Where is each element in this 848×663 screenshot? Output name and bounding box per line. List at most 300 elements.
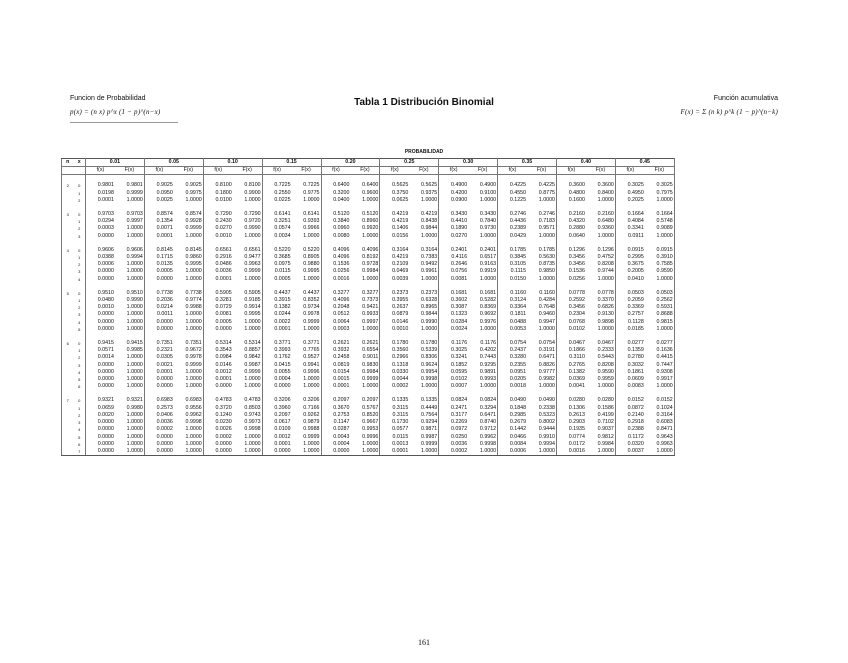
pmf-value: 0.3241 (450, 354, 468, 361)
pmf-value: 0.0640 (568, 232, 585, 239)
pmf-value: 0.0415 (274, 361, 291, 368)
x-cell: 1 (74, 254, 86, 261)
pmf-value: 0.0960 (333, 225, 350, 232)
pmf-value: 0.1536 (333, 261, 350, 268)
cdf-value: 0.6554 (350, 347, 379, 354)
pmf-value: 0.1382 (568, 368, 585, 375)
cdf-value: 0.3600 (586, 182, 615, 189)
cdf-value: 0.7183 (527, 218, 556, 225)
cdf-value: 0.5905 (233, 290, 262, 297)
cdf-header (681, 95, 779, 116)
table-row (62, 247, 675, 254)
cdf-formula: F(x) = Σ (n k) p^k (1 − p)^(n−k) (680, 108, 778, 116)
pmf-value: 0.2401 (450, 246, 468, 253)
cdf-header-cell: F(x) (527, 167, 556, 175)
pmf-value: 0.8574 (156, 211, 173, 218)
pmf-value: 0.1323 (450, 311, 468, 318)
pmf-value: 0.0039 (392, 275, 409, 282)
cdf-value: 1.0000 (586, 233, 615, 240)
cdf-value: 0.9995 (292, 268, 321, 275)
n-cell (62, 434, 74, 441)
cdf-value: 0.9842 (233, 354, 262, 361)
cdf-value: 0.4199 (586, 412, 615, 419)
cdf-value: 0.8369 (468, 304, 497, 311)
n-cell (62, 254, 74, 261)
cdf-value: 0.5625 (409, 182, 438, 189)
pmf-value: 0.0000 (97, 419, 114, 426)
pmf-value: 0.1866 (568, 347, 585, 354)
cdf-value: 0.8438 (409, 218, 438, 225)
cdf-value: 0.4202 (468, 347, 497, 354)
pmf-value: 0.0001 (215, 275, 232, 282)
n-cell: 4 (66, 247, 69, 253)
cdf-value: 0.9988 (292, 426, 321, 433)
pmf-value: 0.0406 (156, 411, 173, 418)
pmf-value: 0.0911 (628, 232, 644, 239)
pmf-value: 0.3115 (392, 411, 409, 418)
cdf-value: 1.0000 (115, 225, 144, 232)
cdf-value: 0.9961 (409, 268, 438, 275)
x-cell: 2 (74, 412, 86, 419)
table-row (62, 419, 675, 426)
pmf-value: 0.3124 (509, 297, 527, 304)
cdf-value: 0.9294 (409, 419, 438, 426)
pmf-value: 0.0198 (97, 189, 114, 196)
cdf-value: 0.9999 (409, 441, 438, 448)
cdf-value: 0.7351 (174, 340, 203, 347)
pmf-value: 0.9606 (97, 246, 114, 253)
pmf-value: 0.4200 (450, 189, 468, 196)
pmf-value: 0.4096 (333, 297, 350, 304)
pmf-value: 0.0154 (333, 368, 350, 375)
pmf-value: 0.0900 (450, 196, 468, 203)
pmf-value: 0.2059 (627, 297, 644, 304)
cdf-value: 0.9990 (115, 297, 144, 304)
cdf-value: 0.6328 (409, 297, 438, 304)
pmf-value: 0.1715 (156, 254, 173, 261)
cdf-value: 0.9990 (409, 319, 438, 326)
pmf-value: 0.1664 (627, 211, 644, 218)
pmf-value: 0.1335 (392, 397, 409, 404)
cdf-value: 0.8826 (527, 362, 556, 369)
cdf-value: 0.7383 (409, 254, 438, 261)
pmf-value: 0.5905 (215, 289, 232, 296)
cdf-value: 0.9185 (233, 297, 262, 304)
fx-header: f(x) (321, 167, 350, 175)
cdf-value: 0.9980 (115, 405, 144, 412)
cdf-value: 0.8208 (586, 362, 615, 369)
cdf-value: 1.0000 (174, 276, 203, 283)
cdf-value: 0.5120 (350, 211, 379, 218)
cdf-value: 0.8002 (527, 419, 556, 426)
pmf-value: 0.0002 (392, 383, 409, 390)
probability-header: 0.40 (557, 159, 616, 167)
cdf-value: 1.0000 (527, 448, 556, 456)
probability-header: 0.05 (144, 159, 203, 167)
pmf-value: 0.1935 (568, 426, 585, 433)
cdf-value: 1.0000 (115, 311, 144, 318)
cdf-value: 0.7373 (350, 297, 379, 304)
pmf-value: 0.1382 (274, 304, 291, 311)
cdf-value: 1.0000 (409, 448, 438, 456)
pmf-value: 0.0915 (627, 246, 644, 253)
cdf-value: 0.9920 (350, 225, 379, 232)
x-cell: 1 (74, 190, 86, 197)
x-cell: 6 (74, 383, 86, 390)
pmf-value: 0.0250 (450, 433, 468, 440)
cdf-value: 0.9947 (527, 319, 556, 326)
pmf-value: 0.3543 (215, 347, 232, 354)
n-cell (62, 319, 74, 326)
pmf-value: 0.0012 (215, 368, 232, 375)
cdf-value: 0.9262 (292, 412, 321, 419)
cdf-value: 0.9777 (527, 369, 556, 376)
pmf-value: 0.1852 (450, 361, 468, 368)
cdf-value: 1.0000 (174, 268, 203, 275)
pmf-value: 0.2321 (156, 347, 173, 354)
cdf-value: 0.0915 (645, 247, 674, 254)
pmf-value: 0.2097 (274, 411, 291, 418)
cdf-value: 1.0000 (115, 362, 144, 369)
pmf-value: 0.0625 (392, 196, 409, 203)
pmf-value: 0.1172 (628, 433, 644, 440)
pmf-value: 0.0480 (97, 297, 114, 304)
pmf-value: 0.0778 (568, 289, 585, 296)
pmf-value: 0.3600 (568, 182, 585, 189)
cdf-value: 1.0000 (292, 233, 321, 240)
cdf-value: 1.0000 (292, 376, 321, 383)
cdf-value: 1.0000 (409, 197, 438, 204)
cdf-value: 0.9703 (115, 211, 144, 218)
cdf-header-cell: F(x) (468, 167, 497, 175)
table-row (62, 397, 675, 404)
table-row (62, 434, 675, 441)
pmf-value: 0.3685 (274, 254, 291, 261)
pmf-value: 0.0000 (97, 311, 114, 318)
pmf-value: 0.0000 (144, 448, 173, 456)
cdf-value: 1.0000 (115, 319, 144, 326)
cdf-header-cell: F(x) (586, 167, 615, 175)
cdf-value: 1.0000 (174, 369, 203, 376)
pmf-value: 0.0041 (568, 383, 585, 390)
pmf-value: 0.0043 (333, 433, 350, 440)
cdf-value: 0.5339 (409, 347, 438, 354)
cdf-value: 0.7840 (468, 218, 497, 225)
pmf-value: 0.5625 (392, 182, 409, 189)
n-cell (62, 311, 74, 318)
cdf-value: 1.0000 (527, 383, 556, 390)
pmf-value: 0.0305 (156, 354, 173, 361)
cdf-value: 0.5931 (645, 304, 674, 311)
table-row (62, 225, 675, 232)
table-row (62, 268, 675, 275)
pmf-value: 0.7225 (274, 182, 291, 189)
cdf-value: 0.9477 (233, 254, 262, 261)
pmf-value: 0.0005 (215, 318, 232, 325)
pmf-value: 0.0001 (333, 383, 350, 390)
cdf-value: 0.5767 (350, 405, 379, 412)
pmf-value: 0.3277 (333, 289, 350, 296)
pmf-value: 0.0214 (156, 304, 173, 311)
fx-header: f(x) (86, 167, 115, 175)
pmf-value: 0.0659 (97, 404, 114, 411)
fx-header: f(x) (144, 167, 173, 175)
pmf-value: 0.0172 (568, 440, 585, 447)
x-cell: 5 (74, 326, 86, 333)
cdf-value: 0.3910 (645, 254, 674, 261)
cdf-value: 1.0000 (292, 326, 321, 333)
cdf-value: 0.8905 (292, 254, 321, 261)
probability-header: 0.01 (86, 159, 145, 167)
pmf-value: 0.1811 (510, 311, 527, 318)
cdf-value: 1.0000 (115, 197, 144, 204)
x-cell: 1 (74, 297, 86, 304)
pmf-value: 0.1861 (627, 368, 644, 375)
pmf-value: 0.1848 (509, 404, 527, 411)
cdf-value: 1.0000 (586, 276, 615, 283)
cdf-value: 1.0000 (115, 426, 144, 433)
cdf-value: 0.5323 (527, 412, 556, 419)
cdf-value: 0.9999 (350, 376, 379, 383)
cdf-value: 1.0000 (645, 448, 674, 456)
pmf-value: 0.1147 (333, 419, 350, 426)
cdf-value: 0.3430 (468, 211, 497, 218)
pmf-value: 0.3993 (274, 347, 291, 354)
cdf-value: 0.9962 (174, 412, 203, 419)
cdf-value: 0.2401 (468, 247, 497, 254)
pmf-value: 0.0000 (156, 318, 173, 325)
pmf-value: 0.0280 (568, 397, 585, 404)
x-cell: 0 (74, 182, 86, 189)
cdf-value: 0.1664 (645, 211, 674, 218)
cdf-value: 0.1636 (645, 347, 674, 354)
x-cell: 2 (74, 354, 86, 361)
pmf-value: 0.1800 (215, 189, 232, 196)
cdf-value: 1.0000 (409, 326, 438, 333)
pmf-value: 0.2573 (156, 404, 173, 411)
pmf-value: 0.3840 (333, 218, 350, 225)
page-number: 161 (418, 638, 430, 647)
cdf-value: 0.9987 (233, 362, 262, 369)
cdf-value: 0.3277 (350, 290, 379, 297)
pmf-value: 0.0013 (392, 440, 409, 447)
pmf-value: 0.0000 (274, 383, 291, 390)
cdf-value: 0.6480 (586, 218, 615, 225)
n-cell (62, 383, 74, 390)
pmf-value: 0.3771 (274, 340, 291, 347)
pmf-value: 0.0011 (157, 311, 173, 318)
cdf-value: 0.1024 (645, 405, 674, 412)
pmf-value: 0.0002 (439, 448, 468, 456)
cdf-value: 1.0000 (468, 448, 497, 456)
table-row (62, 448, 675, 456)
pmf-value: 0.0146 (392, 318, 409, 325)
pmf-value: 0.8100 (215, 182, 232, 189)
pmf-value: 0.0081 (215, 311, 232, 318)
cdf-value: 1.0000 (115, 369, 144, 376)
cdf-value: 0.6561 (233, 247, 262, 254)
cdf-value: 0.6083 (645, 419, 674, 426)
x-cell: 0 (74, 211, 86, 218)
cdf-value: 1.0000 (645, 383, 674, 390)
pmf-value: 0.0000 (215, 383, 232, 390)
pmf-value: 0.0225 (274, 196, 291, 203)
pmf-value: 0.0000 (156, 433, 173, 440)
pmf-value: 0.2048 (333, 304, 350, 311)
pmf-value: 0.0053 (509, 325, 527, 332)
pmf-value: 0.0503 (627, 289, 644, 296)
cdf-value: 1.0000 (115, 261, 144, 268)
pmf-value: 0.7351 (156, 340, 173, 347)
cdf-value: 0.5443 (586, 354, 615, 361)
pmf-value: 0.6400 (333, 182, 350, 189)
pmf-value: 0.0609 (627, 376, 644, 383)
cdf-value: 1.0000 (645, 326, 674, 333)
pmf-value: 0.0490 (509, 397, 527, 404)
cdf-value: 1.0000 (350, 441, 379, 448)
pmf-value: 0.3032 (627, 361, 644, 368)
pmf-value: 0.0034 (274, 232, 291, 239)
pmf-value: 0.0044 (392, 376, 409, 383)
x-cell: 6 (74, 441, 86, 448)
cdf-value: 0.9815 (645, 319, 674, 326)
pmf-value: 0.4436 (509, 218, 527, 225)
pmf-value: 0.2621 (333, 340, 350, 347)
cdf-value: 0.9556 (174, 405, 203, 412)
pmf-value: 0.2140 (627, 411, 644, 418)
pmf-value: 0.0000 (97, 268, 114, 275)
table-row (62, 405, 675, 412)
pmf-value: 0.1890 (450, 225, 468, 232)
cdf-value: 0.2333 (586, 347, 615, 354)
n-cell (62, 304, 74, 311)
probability-header-row (62, 159, 675, 167)
pmf-value: 0.1115 (510, 268, 527, 275)
cdf-value: 1.0000 (233, 233, 262, 240)
pmf-value: 0.1730 (392, 419, 409, 426)
pmf-value: 0.2097 (333, 397, 350, 404)
cdf-value: 0.9963 (233, 261, 262, 268)
pmf-value: 0.0000 (156, 383, 173, 390)
pmf-value: 0.9025 (156, 182, 173, 189)
x-cell: 0 (74, 247, 86, 254)
table-row (62, 383, 675, 390)
x-cell: 2 (74, 304, 86, 311)
cdf-value: 0.3370 (586, 297, 615, 304)
pmf-value: 0.2757 (627, 311, 644, 318)
fx-header: f(x) (203, 167, 232, 175)
cdf-value: 0.5748 (645, 218, 674, 225)
cdf-value: 0.9990 (233, 225, 262, 232)
pmf-value: 0.4225 (509, 182, 527, 189)
cdf-value: 0.9321 (115, 397, 144, 404)
cdf-value: 0.9415 (115, 340, 144, 347)
pmf-value: 0.1160 (510, 289, 527, 296)
pmf-value: 0.0950 (156, 189, 173, 196)
cdf-value: 0.8740 (468, 419, 497, 426)
x-cell: 4 (74, 369, 86, 376)
pmf-value: 0.0021 (156, 361, 173, 368)
x-cell: 4 (74, 319, 86, 326)
pmf-value: 0.0000 (97, 433, 114, 440)
pmf-value: 0.3110 (569, 354, 585, 361)
pmf-value: 0.2646 (450, 261, 468, 268)
cdf-value: 0.6517 (468, 254, 497, 261)
cdf-value: 0.9993 (468, 376, 497, 383)
cdf-value: 0.9025 (174, 182, 203, 189)
cdf-value: 1.0000 (233, 319, 262, 326)
table-row (62, 304, 675, 311)
cdf-value: 0.9999 (115, 190, 144, 197)
pmf-value: 0.2746 (509, 211, 527, 218)
pmf-value: 0.1442 (509, 426, 527, 433)
pmf-value: 0.0010 (215, 232, 232, 239)
pmf-value: 0.3206 (274, 397, 291, 404)
cdf-value: 0.9919 (468, 268, 497, 275)
pmf-value: 0.4783 (215, 397, 232, 404)
cdf-value: 0.7102 (586, 419, 615, 426)
cdf-header-cell: F(x) (174, 167, 203, 175)
cdf-value: 0.9600 (350, 190, 379, 197)
cdf-value: 0.9830 (350, 362, 379, 369)
x-cell: 2 (74, 261, 86, 268)
cdf-value: 0.9999 (233, 369, 262, 376)
pmf-value: 0.1681 (450, 289, 468, 296)
cdf-value: 0.9984 (586, 441, 615, 448)
pmf-value: 0.4800 (568, 189, 585, 196)
pmf-value: 0.3115 (392, 404, 409, 411)
pmf-value: 0.0466 (509, 433, 527, 440)
cdf-value: 0.9743 (233, 412, 262, 419)
pmf-value: 0.3915 (274, 297, 291, 304)
cdf-value: 0.1296 (586, 247, 615, 254)
cdf-value: 1.0000 (292, 383, 321, 390)
cdf-value: 0.9999 (292, 319, 321, 326)
pmf-value: 0.0000 (97, 440, 114, 447)
cdf-value: 1.0000 (350, 326, 379, 333)
pmf-value: 0.0000 (97, 361, 114, 368)
pmf-value: 0.0000 (97, 325, 114, 332)
x-cell: 4 (74, 276, 86, 283)
cdf-value: 1.0000 (350, 448, 379, 456)
cdf-value: 0.9998 (233, 426, 262, 433)
pmf-value: 0.0004 (274, 376, 291, 383)
cdf-value: 0.3294 (468, 405, 497, 412)
cdf-value: 1.0000 (233, 448, 262, 456)
pmf-value: 0.2269 (450, 419, 468, 426)
cdf-value: 0.9891 (468, 369, 497, 376)
cdf-value: 1.0000 (350, 383, 379, 390)
cdf-value: 1.0000 (115, 434, 144, 441)
cdf-value: 0.9978 (174, 354, 203, 361)
pmf-value: 0.3720 (215, 404, 232, 411)
cdf-value: 0.9880 (292, 261, 321, 268)
pmf-value: 0.0756 (450, 268, 468, 275)
cdf-value: 0.9984 (350, 268, 379, 275)
cdf-value: 0.9995 (174, 261, 203, 268)
n-cell (62, 218, 74, 225)
cdf-value: 0.8400 (586, 190, 615, 197)
x-cell: 2 (74, 225, 86, 232)
n-cell (62, 426, 74, 433)
pmf-value: 0.2036 (156, 297, 173, 304)
pmf-value: 0.0429 (509, 232, 527, 239)
cdf-value: 1.0000 (645, 233, 674, 240)
pmf-value: 0.4096 (333, 246, 350, 253)
pmf-value: 0.2304 (568, 311, 585, 318)
pmf-value: 0.0872 (627, 404, 644, 411)
cdf-value: 0.9998 (468, 441, 497, 448)
